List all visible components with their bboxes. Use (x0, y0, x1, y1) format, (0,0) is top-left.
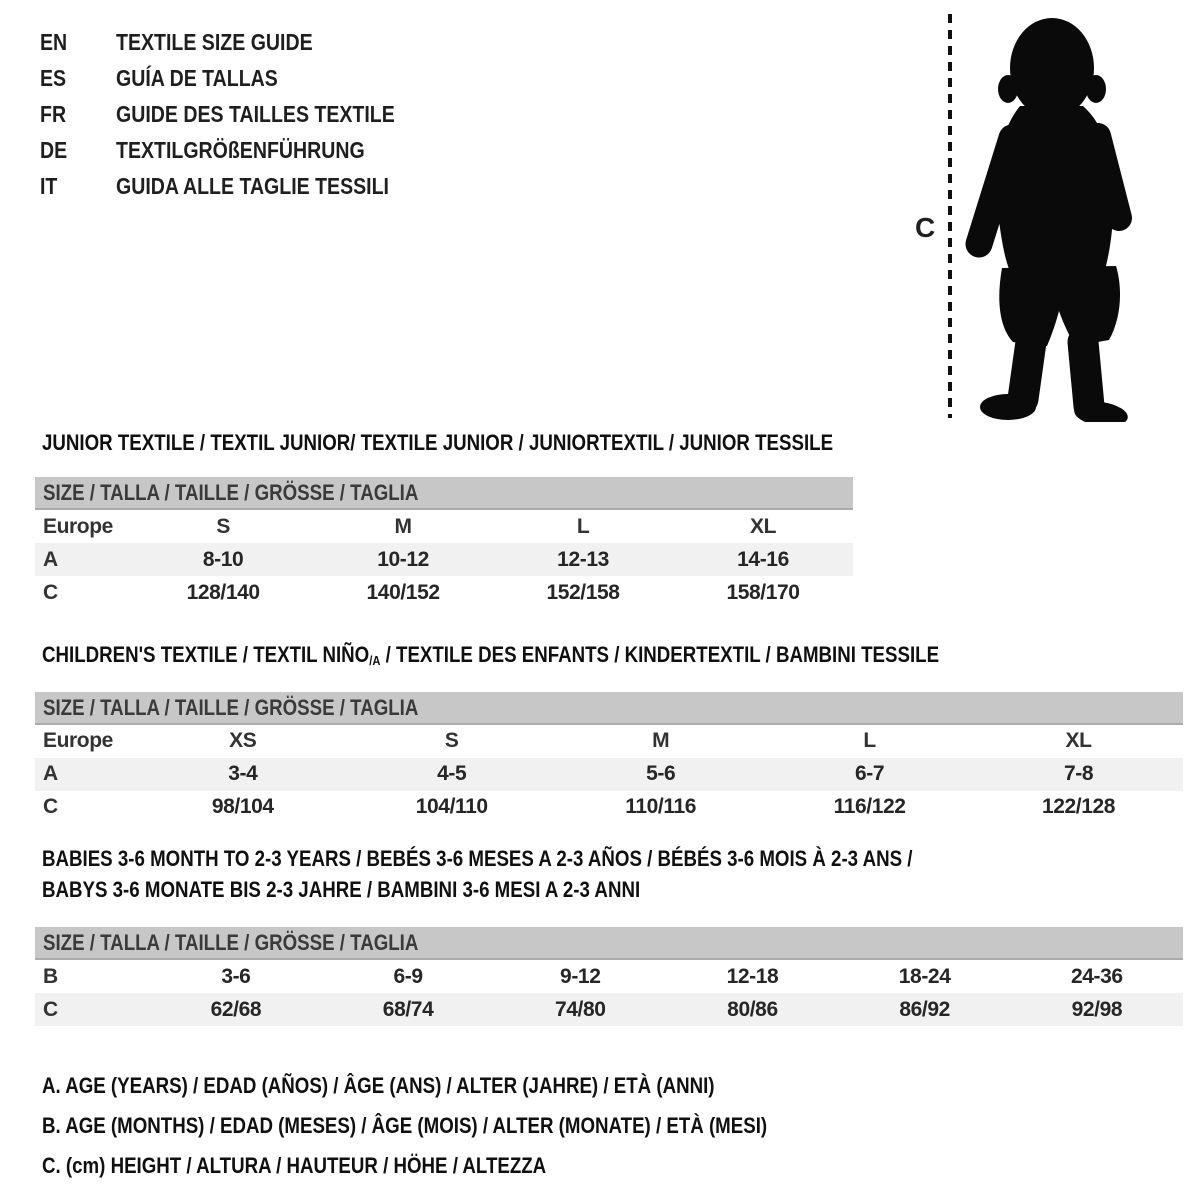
language-guide-title: GUIDA ALLE TAGLIE TESSILI (116, 173, 389, 199)
cell-value: 12-18 (726, 964, 779, 988)
cell-value: 12-13 (557, 547, 609, 571)
cell-value: 86/92 (899, 997, 950, 1021)
size-col-header: XS (229, 729, 257, 753)
legend-line-a: A. AGE (YEARS) / EDAD (AÑOS) / ÂGE (ANS) / ALTER (JAHRE) / ETÀ (ANNI) (42, 1073, 715, 1098)
cell-value: 10-12 (377, 547, 429, 571)
row-label: C (43, 580, 58, 604)
size-col-header: L (576, 514, 590, 538)
children-row-age (35, 758, 1183, 791)
cell-value: 6-9 (393, 964, 423, 988)
size-col-header: S (216, 514, 230, 538)
nino-a-subscript: /A (369, 652, 381, 668)
cell-value: 110/116 (625, 795, 697, 819)
cell-value: 5-6 (646, 762, 676, 786)
language-guide-title: GUIDE DES TAILLES TEXTILE (116, 101, 395, 127)
junior-size-table (35, 510, 853, 609)
children-row-height (35, 791, 1183, 824)
junior-row-height (35, 576, 853, 609)
cell-value: 6-7 (855, 762, 885, 786)
language-code: DE (40, 137, 68, 163)
size-col-header: XL (749, 514, 777, 538)
size-header-bar-children: SIZE / TALLA / TAILLE / GRÖSSE / TAGLIA (35, 692, 1183, 725)
size-header-bar-babies: SIZE / TALLA / TAILLE / GRÖSSE / TAGLIA (35, 927, 1183, 960)
legend-line-c: C. (cm) HEIGHT / ALTURA / HAUTEUR / HÖHE / ALTEZZA (42, 1153, 547, 1178)
cell-value: 68/74 (382, 997, 434, 1021)
size-col-header: S (444, 729, 459, 753)
section-title-babies: BABIES 3-6 MONTH TO 2-3 YEARS / BEBÉS 3-6 MESES A 2-3 AÑOS / BÉBÉS 3-6 MOIS À 2-3 ANS / BABYS 3-6 MONATE BIS 2-3 JAHRE / BAMBINI 3-6 MESI A 2-3 ANNI (42, 846, 913, 902)
section-title-children: CHILDREN'S TEXTILE / TEXTIL $NIÑO_{/A}$ / TEXTILE DES ENFANTS / KINDERTEXTIL / BAMBINI TESSILE (42, 642, 940, 668)
height-measure-label: C (915, 212, 936, 243)
cell-value: 128/140 (186, 580, 260, 604)
cell-value: 104/110 (415, 795, 488, 819)
babies-row-height (35, 993, 1183, 1026)
language-code: ES (40, 65, 67, 91)
section-babies-textile (35, 843, 1183, 1026)
cell-value: 3-4 (228, 762, 258, 786)
section-junior-textile (35, 428, 853, 609)
cell-value: 7-8 (1063, 762, 1094, 786)
cell-value: 4-5 (437, 762, 467, 786)
language-row-en (40, 24, 444, 60)
cell-value: 140/152 (366, 580, 440, 604)
cell-value: 14-16 (737, 547, 789, 571)
size-header-bar-junior: SIZE / TALLA / TAILLE / GRÖSSE / TAGLIA (35, 477, 853, 510)
cell-value: 3-6 (221, 964, 251, 988)
row-label: C (43, 997, 58, 1021)
size-col-header: XL (1065, 729, 1092, 753)
language-guide-title: TEXTILGRÖßENFÜHRUNG (116, 137, 365, 163)
language-code: EN (40, 29, 68, 55)
row-label: A (43, 547, 58, 571)
children-header-row (35, 725, 1183, 758)
junior-row-age (35, 543, 853, 576)
babies-row-months (35, 960, 1183, 993)
language-code: IT (40, 173, 58, 199)
babies-size-table (35, 960, 1183, 1026)
cell-value: 8-10 (202, 547, 244, 571)
height-measure-dashed-line (948, 14, 952, 418)
row-label: C (43, 795, 58, 819)
cell-value: 24-36 (1071, 964, 1123, 988)
cell-value: 62/68 (210, 997, 262, 1021)
row-label: A (43, 762, 58, 786)
language-row-fr (40, 96, 444, 132)
junior-header-row (35, 510, 853, 543)
cell-value: 158/170 (726, 580, 800, 604)
legend (42, 1066, 895, 1186)
section-title-junior: JUNIOR TEXTILE / TEXTIL JUNIOR/ TEXTILE JUNIOR / JUNIORTEXTIL / JUNIOR TESSILE (42, 430, 834, 455)
language-code: FR (40, 101, 67, 127)
size-col-header: L (863, 729, 876, 753)
size-col-header: M (652, 729, 670, 753)
cell-value: 80/86 (727, 997, 778, 1021)
legend-line-b: B. AGE (MONTHS) / EDAD (MESES) / ÂGE (MOIS) / ALTER (MONATE) / ETÀ (MESI) (42, 1113, 768, 1138)
language-guide-title: GUÍA DE TALLAS (116, 65, 278, 91)
size-col-header: M (394, 514, 412, 538)
cell-value: 122/128 (1041, 795, 1116, 819)
language-guide-title: TEXTILE SIZE GUIDE (116, 29, 313, 55)
cell-value: 116/122 (833, 795, 906, 819)
language-row-es (40, 60, 444, 96)
language-row-de (40, 132, 444, 168)
language-row-it (40, 168, 444, 204)
row-label: B (43, 964, 58, 988)
children-size-table (35, 725, 1183, 824)
region-label: Europe (43, 514, 113, 538)
cell-value: 74/80 (554, 997, 606, 1021)
cell-value: 152/158 (546, 580, 620, 604)
section-childrens-textile (35, 640, 1183, 824)
cell-value: 9-12 (560, 964, 601, 988)
cell-value: 98/104 (211, 795, 274, 819)
region-label: Europe (43, 729, 113, 753)
toddler-silhouette-image (962, 16, 1148, 422)
language-title-list (40, 24, 444, 204)
cell-value: 18-24 (898, 964, 951, 988)
cell-value: 92/98 (1071, 997, 1123, 1021)
